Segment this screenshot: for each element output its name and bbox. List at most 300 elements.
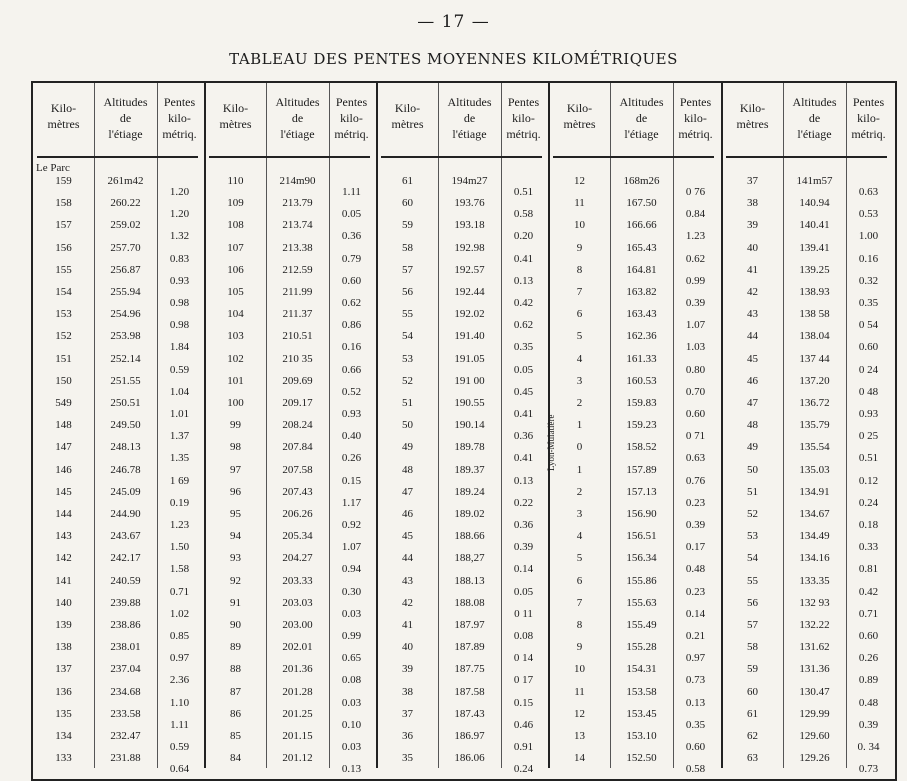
km-cell: 47 (402, 485, 413, 498)
km-cell: 12 (574, 707, 585, 720)
slope-cell: 0.41 (513, 408, 534, 420)
km-cell: 84 (230, 752, 241, 765)
slope-cell: 0 54 (858, 319, 879, 332)
slope-cell: 1.32 (169, 230, 190, 243)
km-cell: 158 (55, 197, 72, 210)
slope-cell: 0.03 (341, 607, 362, 620)
km-cell: 139 (55, 619, 72, 631)
slope-cell: 0.51 (858, 452, 879, 465)
slope-cell: 0.42 (858, 585, 879, 598)
km-cell: 2 (576, 485, 583, 498)
km-cell: 141 (55, 574, 72, 587)
km-cell: 159 (55, 175, 72, 187)
km-cell: 40 (747, 241, 758, 254)
slope-cell: 0.60 (858, 630, 879, 642)
km-cell: 14 (574, 752, 585, 765)
km-cell: 152 (55, 330, 72, 343)
altitude-cell: 192.57 (454, 263, 485, 276)
slope-cell: 1.37 (169, 430, 190, 443)
altitude-cell: 202.01 (282, 641, 313, 654)
altitude-cell: 132 93 (799, 596, 830, 609)
altitude-cell: 137 44 (799, 352, 830, 365)
km-cell: 549 (55, 397, 72, 409)
slope-cell: 0.98 (169, 297, 190, 309)
km-cell: 99 (230, 419, 241, 432)
km-cell: 51 (747, 485, 758, 498)
column-header: Altitudes de l'étiage (103, 95, 148, 141)
altitude-cell: 129.60 (799, 730, 830, 742)
km-cell: 97 (230, 463, 241, 476)
slope-cell: 0.58 (685, 763, 706, 776)
altitude-cell: 211.37 (282, 308, 313, 321)
slope-cell: 0.51 (513, 186, 534, 198)
altitude-cell: 133.35 (799, 574, 830, 587)
slope-cell: 0.62 (513, 319, 534, 332)
slope-cell: 0.73 (685, 674, 706, 687)
altitude-cell: 132.22 (799, 619, 830, 631)
km-cell: 142 (55, 552, 72, 565)
slope-cell: 0.42 (513, 297, 534, 309)
altitude-cell: 203.00 (282, 619, 313, 631)
altitude-cell: 234.68 (110, 685, 141, 698)
km-cell: 54 (747, 552, 758, 565)
altitude-cell: 207.58 (282, 463, 313, 476)
km-cell: 11 (574, 685, 585, 698)
altitude-cell: 201.15 (282, 730, 313, 742)
altitude-cell: 201.25 (282, 707, 313, 720)
altitude-cell: 252.14 (110, 352, 141, 365)
column-header: Altitudes de l'étiage (275, 95, 320, 141)
altitude-cell: 212.59 (282, 263, 313, 276)
altitude-cell: 201.12 (282, 752, 313, 765)
slope-cell: 0.60 (858, 341, 879, 354)
slope-cell: 0.52 (341, 385, 362, 398)
altitude-cell: 163.82 (626, 286, 657, 298)
altitude-cell: 187.89 (454, 641, 485, 654)
km-cell: 55 (747, 574, 758, 587)
column-header: Kilo- mètres (736, 101, 769, 131)
slope-cell: 0.13 (341, 763, 362, 776)
altitude-cell: 211.99 (282, 286, 313, 298)
slope-cell: 0.35 (858, 297, 879, 309)
header-rule (726, 156, 887, 158)
altitude-cell: 187.58 (454, 685, 485, 698)
table-title: TABLEAU DES PENTES MOYENNES KILOMÉTRIQUES (229, 50, 678, 68)
km-cell: 5 (576, 330, 583, 343)
slope-cell: 0.53 (858, 208, 879, 221)
altitude-cell: 134.91 (799, 485, 830, 498)
slope-cell: 1.11 (170, 718, 189, 731)
slope-cell: 0.60 (685, 741, 706, 753)
altitude-cell: 159.83 (626, 397, 657, 409)
slope-cell: 0 14 (513, 652, 534, 665)
altitude-cell: 158.52 (626, 441, 657, 454)
slope-cell: 0 48 (858, 385, 879, 398)
km-cell: 110 (227, 175, 244, 187)
km-cell: 86 (230, 707, 241, 720)
km-cell: 155 (55, 263, 72, 276)
altitude-cell: 189.24 (454, 485, 485, 498)
slope-cell: 1.11 (342, 186, 361, 198)
km-cell: 92 (230, 574, 241, 587)
km-cell: 58 (402, 241, 413, 254)
slope-cell: 0.26 (341, 452, 362, 465)
slope-cell: 0.32 (858, 274, 879, 287)
altitude-cell: 129.99 (799, 707, 830, 720)
altitude-cell: 232.47 (110, 730, 141, 742)
slope-cell: 0.36 (513, 430, 534, 443)
km-cell: 56 (747, 596, 758, 609)
altitude-cell: 164.81 (626, 263, 657, 276)
slope-cell: 0.36 (341, 230, 362, 243)
altitude-cell: 157.89 (626, 463, 657, 476)
column-header: Pentes kilo- métriq. (162, 95, 197, 141)
km-cell: 44 (402, 552, 413, 565)
slope-cell: 0.63 (685, 452, 706, 465)
km-cell: 35 (402, 752, 413, 765)
altitude-cell: 136.72 (799, 397, 830, 409)
column-header: Pentes kilo- métriq. (678, 95, 713, 141)
slope-cell: 0.73 (858, 763, 879, 776)
slope-cell: 0.39 (858, 718, 879, 731)
km-cell: 51 (402, 397, 413, 409)
altitude-cell: 250.51 (110, 397, 141, 409)
altitude-cell: 153.45 (626, 707, 657, 720)
altitude-cell: 210.51 (282, 330, 313, 343)
altitude-cell: 188.13 (454, 574, 485, 587)
altitude-cell: 167.50 (626, 197, 657, 210)
altitude-cell: 248.13 (110, 441, 141, 454)
column-header: Pentes kilo- métriq. (851, 95, 886, 141)
altitude-cell: 187.75 (454, 663, 485, 676)
km-cell: 58 (747, 641, 758, 654)
altitude-cell: 186.06 (454, 752, 485, 765)
slope-cell: 1.02 (169, 607, 190, 620)
altitude-cell: 194m27 (451, 175, 488, 187)
slope-cell: 0.99 (685, 274, 706, 287)
altitude-cell: 140.94 (799, 197, 830, 210)
altitude-cell: 237.04 (110, 663, 141, 676)
altitude-cell: 205.34 (282, 530, 313, 543)
slope-cell: 2.36 (169, 674, 190, 687)
altitude-cell: 207.43 (282, 485, 313, 498)
slope-cell: 0.24 (513, 763, 534, 776)
altitude-cell: 253.98 (110, 330, 141, 343)
slope-cell: 1.84 (169, 341, 190, 354)
altitude-cell: 192.44 (454, 286, 485, 298)
slope-cell: 0.13 (513, 474, 534, 487)
slope-cell: 0 71 (685, 430, 706, 443)
km-cell: 88 (230, 663, 241, 676)
km-cell: 62 (747, 730, 758, 742)
altitude-cell: 191.40 (454, 330, 485, 343)
km-cell: 109 (227, 197, 244, 210)
altitude-cell: 260.22 (110, 197, 141, 210)
altitude-cell: 135.54 (799, 441, 830, 454)
km-cell: 39 (402, 663, 413, 676)
altitude-cell: 140.41 (799, 219, 830, 232)
km-cell: 107 (227, 241, 244, 254)
altitude-cell: 239.88 (110, 596, 141, 609)
slope-cell: 0.30 (341, 585, 362, 598)
km-cell: 157 (55, 219, 72, 232)
slope-cell: 0.66 (341, 363, 362, 376)
km-cell: 148 (55, 419, 72, 432)
altitude-cell: 251.55 (110, 374, 141, 387)
altitude-cell: 214m90 (279, 175, 316, 187)
slope-cell: 0.99 (341, 630, 362, 642)
km-cell: 49 (402, 441, 413, 454)
altitude-cell: 134.16 (799, 552, 830, 565)
slope-cell: 1.00 (858, 230, 879, 243)
slope-cell: 0.35 (513, 341, 534, 354)
altitude-cell: 238.01 (110, 641, 141, 654)
km-cell: 61 (402, 175, 413, 187)
altitude-cell: 191.05 (454, 352, 485, 365)
altitude-cell: 153.10 (626, 730, 657, 742)
altitude-cell: 210 35 (282, 352, 313, 365)
altitude-cell: 233.58 (110, 707, 141, 720)
altitude-cell: 245.09 (110, 485, 141, 498)
slope-cell: 0 25 (858, 430, 879, 443)
slope-cell: 0.23 (685, 585, 706, 598)
km-cell: 90 (230, 619, 241, 631)
km-cell: 41 (402, 619, 413, 631)
header-rule (381, 156, 542, 158)
km-cell: 12 (574, 175, 585, 187)
km-cell: 52 (747, 508, 758, 520)
altitude-cell: 207.84 (282, 441, 313, 454)
slope-cell: 0.93 (341, 408, 362, 420)
column-header: Kilo- mètres (47, 101, 80, 131)
km-cell: 39 (747, 219, 758, 232)
altitude-cell: 254.96 (110, 308, 141, 321)
header-rule (209, 156, 370, 158)
altitude-cell: 255.94 (110, 286, 141, 298)
altitude-cell: 156.90 (626, 508, 657, 520)
km-cell: 43 (402, 574, 413, 587)
slope-cell: 0.85 (169, 630, 190, 642)
km-cell: 42 (402, 596, 413, 609)
slope-cell: 0.39 (685, 519, 706, 531)
km-cell: 37 (747, 175, 758, 187)
slope-cell: 0.24 (858, 496, 879, 509)
slope-cell: 0.03 (341, 696, 362, 709)
slope-cell: 0.39 (685, 297, 706, 309)
km-cell: 1 (576, 463, 583, 476)
km-cell: 6 (576, 574, 583, 587)
altitude-cell: 190.14 (454, 419, 485, 432)
altitude-cell: 155.63 (626, 596, 657, 609)
slope-cell: 0.26 (858, 652, 879, 665)
km-cell: 143 (55, 530, 72, 543)
slope-cell: 0.05 (513, 363, 534, 376)
altitude-cell: 192.98 (454, 241, 485, 254)
slope-cell: 0.22 (513, 496, 534, 509)
km-cell: 4 (576, 530, 583, 543)
slope-cell: 0.46 (513, 718, 534, 731)
km-cell: 93 (230, 552, 241, 565)
slope-cell: 0.03 (341, 741, 362, 753)
km-cell: 46 (402, 508, 413, 520)
altitude-cell: 213.79 (282, 197, 313, 210)
km-cell: 3 (576, 374, 583, 387)
slope-cell: 0.15 (513, 696, 534, 709)
km-cell: 45 (747, 352, 758, 365)
slope-cell: 0 11 (514, 607, 533, 620)
altitude-cell: 186.97 (454, 730, 485, 742)
altitude-cell: 189.78 (454, 441, 485, 454)
slope-cell: 0.41 (513, 452, 534, 465)
slope-cell: 0.71 (169, 585, 190, 598)
km-cell: 87 (230, 685, 241, 698)
km-cell: 8 (576, 263, 583, 276)
altitude-cell: 134.49 (799, 530, 830, 543)
column-header: Altitudes de l'étiage (447, 95, 492, 141)
km-cell: 38 (747, 197, 758, 210)
altitude-cell: 246.78 (110, 463, 141, 476)
km-cell: 95 (230, 508, 241, 520)
slope-cell: 0.15 (341, 474, 362, 487)
slope-cell: 0.89 (858, 674, 879, 687)
km-cell: 85 (230, 730, 241, 742)
column-header: Kilo- mètres (563, 101, 596, 131)
altitude-cell: 138 58 (799, 308, 830, 321)
slope-cell: 1.01 (169, 408, 190, 420)
km-cell: 153 (55, 308, 72, 321)
km-cell: 3 (576, 508, 583, 520)
slope-cell: 1.03 (685, 341, 706, 354)
km-cell: 45 (402, 530, 413, 543)
km-cell: 56 (402, 286, 413, 298)
km-cell: 150 (55, 374, 72, 387)
km-cell: 61 (747, 707, 758, 720)
km-cell: 46 (747, 374, 758, 387)
altitude-cell: 204.27 (282, 552, 313, 565)
slope-cell: 0.10 (341, 718, 362, 731)
altitude-cell: 191 00 (454, 374, 485, 387)
km-cell: 59 (402, 219, 413, 232)
slope-cell: 0.60 (685, 408, 706, 420)
altitude-cell: 189.02 (454, 508, 485, 520)
km-cell: 105 (227, 286, 244, 298)
km-cell: 49 (747, 441, 758, 454)
slope-cell: 0.48 (858, 696, 879, 709)
altitude-cell: 187.43 (454, 707, 485, 720)
altitude-cell: 156.34 (626, 552, 657, 565)
altitude-cell: 242.17 (110, 552, 141, 565)
km-cell: 156 (55, 241, 72, 254)
slope-cell: 0.36 (513, 519, 534, 531)
altitude-cell: 203.33 (282, 574, 313, 587)
slope-cell: 0.14 (513, 563, 534, 576)
altitude-cell: 168m26 (623, 175, 660, 187)
km-cell: 59 (747, 663, 758, 676)
slope-cell: 1.50 (169, 541, 190, 554)
slope-cell: 0.12 (858, 474, 879, 487)
km-cell: 60 (747, 685, 758, 698)
altitude-cell: 201.36 (282, 663, 313, 676)
km-cell: 38 (402, 685, 413, 698)
km-cell: 52 (402, 374, 413, 387)
altitude-cell: 193.76 (454, 197, 485, 210)
km-cell: 54 (402, 330, 413, 343)
km-cell: 55 (402, 308, 413, 321)
altitude-cell: 187.97 (454, 619, 485, 631)
km-cell: 6 (576, 308, 583, 321)
start-label: Le Parc (36, 162, 70, 174)
slope-cell: 1.04 (169, 385, 190, 398)
slope-cell: 0.84 (685, 208, 706, 221)
column-header: Kilo- mètres (391, 101, 424, 131)
km-cell: 4 (576, 352, 583, 365)
altitude-cell: 137.20 (799, 374, 830, 387)
slope-cell: 0. 34 (857, 741, 880, 753)
altitude-cell: 213.74 (282, 219, 313, 232)
slope-cell: 0.94 (341, 563, 362, 576)
altitude-cell: 131.36 (799, 663, 830, 676)
slope-cell: 0.97 (685, 652, 706, 665)
km-cell: 136 (55, 685, 72, 698)
altitude-cell: 141m57 (796, 175, 833, 187)
slope-cell: 0.21 (685, 630, 706, 642)
km-cell: 57 (747, 619, 758, 631)
altitude-cell: 243.67 (110, 530, 141, 543)
slope-cell: 0.41 (513, 252, 534, 265)
slope-cell: 0.80 (685, 363, 706, 376)
column-header: Altitudes de l'étiage (619, 95, 664, 141)
km-cell: 147 (55, 441, 72, 454)
slope-cell: 0.83 (169, 252, 190, 265)
slope-cell: 1.20 (169, 208, 190, 221)
km-cell: 138 (55, 641, 72, 654)
altitude-cell: 163.43 (626, 308, 657, 321)
km-cell: 5 (576, 552, 583, 565)
header-rule (553, 156, 714, 158)
km-cell: 53 (402, 352, 413, 365)
slope-cell: 0.59 (169, 741, 190, 753)
slope-cell: 0 24 (858, 363, 879, 376)
slope-cell: 0.86 (341, 319, 362, 332)
altitude-cell: 138.93 (799, 286, 830, 298)
slope-cell: 0.76 (685, 474, 706, 487)
altitude-cell: 135.79 (799, 419, 830, 432)
altitude-cell: 134.67 (799, 508, 830, 520)
altitude-cell: 162.36 (626, 330, 657, 343)
altitude-cell: 231.88 (110, 752, 141, 765)
km-cell: 108 (227, 219, 244, 232)
slope-cell: 0.71 (858, 607, 879, 620)
km-cell: 104 (227, 308, 244, 321)
altitude-cell: 166.66 (626, 219, 657, 232)
km-cell: 37 (402, 707, 413, 720)
slope-cell: 0.45 (513, 385, 534, 398)
altitude-cell: 240.59 (110, 574, 141, 587)
slope-cell: 0.05 (341, 208, 362, 221)
km-cell: 63 (747, 752, 758, 765)
altitude-cell: 238.86 (110, 619, 141, 631)
slope-cell: 0.08 (341, 674, 362, 687)
slope-cell: 0 76 (685, 186, 706, 198)
altitude-cell: 188.08 (454, 596, 485, 609)
column-header: Pentes kilo- métriq. (334, 95, 369, 141)
confluence-label: Lyon-Mulatière (546, 414, 556, 472)
km-cell: 154 (55, 286, 72, 298)
altitude-cell: 154.31 (626, 663, 657, 676)
slope-cell: 0.97 (169, 652, 190, 665)
km-cell: 103 (227, 330, 244, 343)
km-cell: 1 (576, 419, 583, 432)
